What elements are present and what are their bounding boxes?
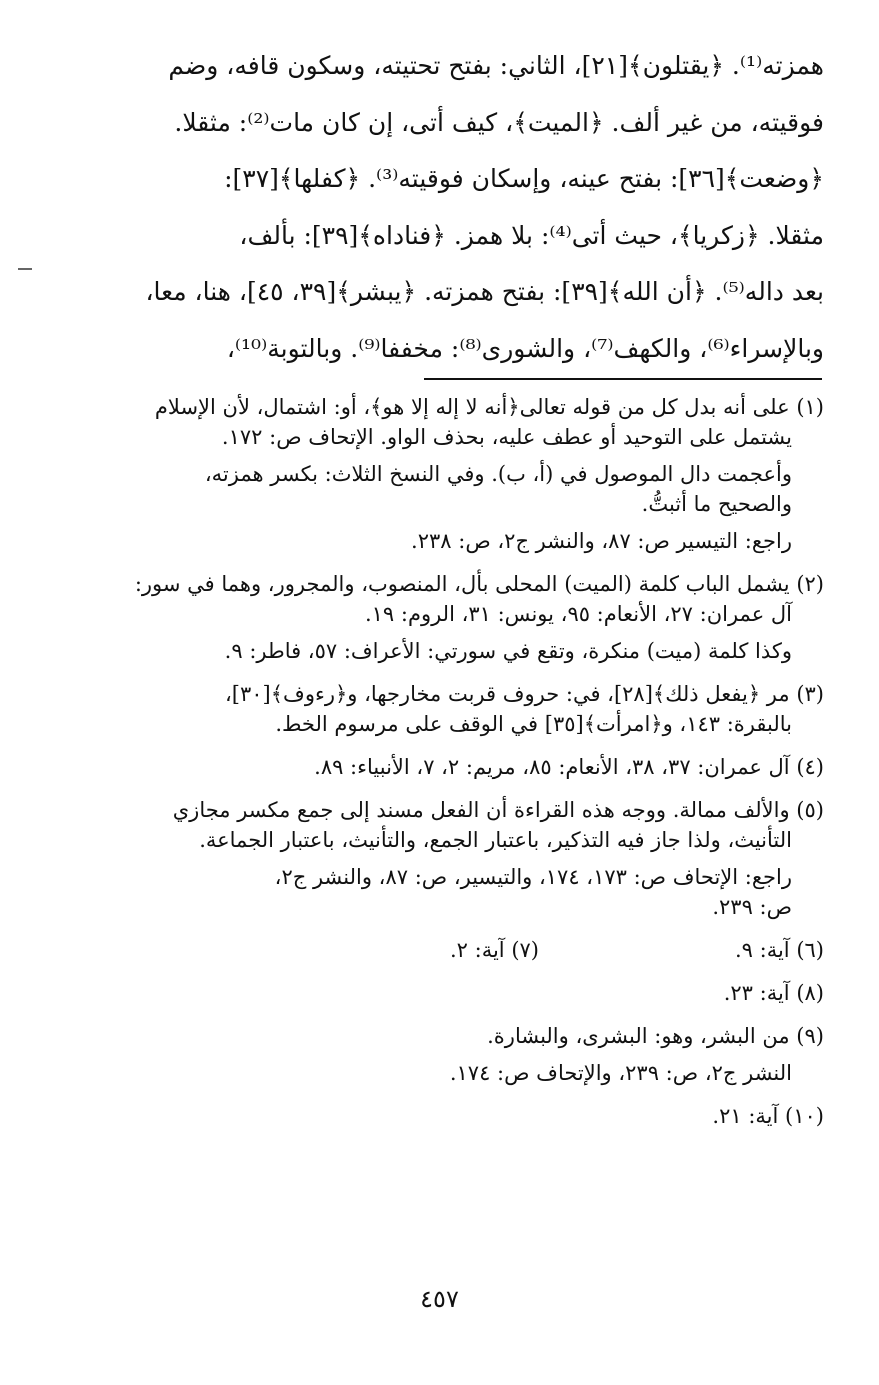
footnotes-block <box>54 392 824 1144</box>
footnote-line: التأنيث، ولذا جاز فيه التذكير، باعتبار الجمع، والتأنيث، باعتبار الجماعة. <box>199 828 792 852</box>
footnote-line: راجع: التيسير ص: ٨٧، والنشر ج٢، ص: ٢٣٨. <box>411 529 792 553</box>
footnote-5-reference <box>54 862 824 922</box>
footnote-1-reference <box>54 526 824 556</box>
footnote-line: وكذا كلمة (ميت) منكرة، وتقع في سورتي: الأعراف: ٥٧، فاطر: ٩. <box>224 639 792 663</box>
footnote-8 <box>54 978 824 1008</box>
footnote-1 <box>54 392 824 452</box>
main-text-line: بعد داله⁽⁵⁾. ﴿أن الله﴾[٣٩]: بفتح همزته. ﴿يبشر﴾[٣٩، ٤٥]، هنا، معا، <box>145 277 824 306</box>
main-text-block <box>54 38 824 377</box>
main-text-line: فوقيته، من غير ألف. ﴿الميت﴾، كيف أتى، إن كان مات⁽²⁾: مثقلا. <box>174 107 824 137</box>
main-text-line: وبالإسراء⁽⁶⁾، والكهف⁽⁷⁾، والشورى⁽⁸⁾: مخففا⁽⁹⁾. وبالتوبة⁽¹⁰⁾، <box>226 333 824 363</box>
footnote-line: (١٠) آية: ٢١. <box>712 1104 824 1128</box>
footnote-line: (١) على أنه بدل كل من قوله تعالى﴿أنه لا إله إلا هو﴾، أو: اشتمال، لأن الإسلام <box>154 395 824 419</box>
footnote-line: ص: ٢٣٩. <box>712 895 792 919</box>
footnote-line: (٣) مر ﴿يفعل ذلك﴾[٢٨]، في: حروف قربت مخارجها، و﴿رءوف﴾[٣٠]، <box>225 682 824 706</box>
footnote-3 <box>54 679 824 739</box>
footnote-line: (٤) آل عمران: ٣٧، ٣٨، الأنعام: ٨٥، مريم: ٢، ٧، الأنبياء: ٨٩. <box>314 755 824 779</box>
footnote-5 <box>54 795 824 855</box>
footnote-line: (٩) من البشر، وهو: البشرى، والبشارة. <box>487 1024 824 1048</box>
footnote-line: آل عمران: ٢٧، الأنعام: ٩٥، يونس: ٣١، الروم: ١٩. <box>364 602 792 626</box>
footnote-2-continuation <box>54 636 824 666</box>
footnote-9-reference <box>54 1058 824 1088</box>
footnote-9 <box>54 1021 824 1051</box>
main-text-line: همزته⁽¹⁾. ﴿يقتلون﴾[٢١]، الثاني: بفتح تحتيته، وسكون قافه، وضم <box>168 51 824 80</box>
footnote-6: (٦) آية: ٩. <box>734 938 824 962</box>
footnote-4 <box>54 752 824 782</box>
footnote-separator-rule <box>424 378 822 380</box>
page-number: ٤٥٧ <box>420 1285 459 1313</box>
footnotes-6-7-row <box>54 935 824 965</box>
footnote-10 <box>54 1101 824 1131</box>
footnote-line: راجع: الإتحاف ص: ١٧٣، ١٧٤، والتيسير، ص: ٨٧، والنشر ج٢، <box>274 865 792 889</box>
footnote-1-continuation <box>54 459 824 519</box>
footnote-line: (٢) يشمل الباب كلمة (الميت) المحلى بأل، المنصوب، والمجرور، وهما في سور: <box>134 572 824 596</box>
main-text-line: ﴿وضعت﴾[٣٦]: بفتح عينه، وإسكان فوقيته⁽³⁾. ﴿كفلها﴾[٣٧]: <box>224 164 824 193</box>
footnote-line: وأعجمت دال الموصول في (أ، ب). وفي النسخ الثلاث: بكسر همزته، <box>204 462 792 486</box>
footnote-line: (٥) والألف ممالة. ووجه هذه القراءة أن الفعل مسند إلى جمع مكسر مجازي <box>172 798 824 822</box>
footnote-line: (٨) آية: ٢٣. <box>723 981 824 1005</box>
footnote-line: النشر ج٢، ص: ٢٣٩، والإتحاف ص: ١٧٤. <box>449 1061 792 1085</box>
footnote-line: يشتمل على التوحيد أو عطف عليه، بحذف الواو. الإتحاف ص: ١٧٢. <box>221 425 792 449</box>
footnote-line: والصحيح ما أثبتُّ. <box>641 492 792 516</box>
margin-mark <box>18 268 32 270</box>
main-text-line: مثقلا. ﴿زكريا﴾، حيث أتى⁽⁴⁾: بلا همز. ﴿فناداه﴾[٣٩]: بألف، <box>239 220 824 250</box>
footnote-line: بالبقرة: ١٤٣، و﴿امرأت﴾[٣٥] في الوقف على مرسوم الخط. <box>275 712 792 736</box>
footnote-7: (٧) آية: ٢. <box>449 938 539 962</box>
footnote-2 <box>54 569 824 629</box>
